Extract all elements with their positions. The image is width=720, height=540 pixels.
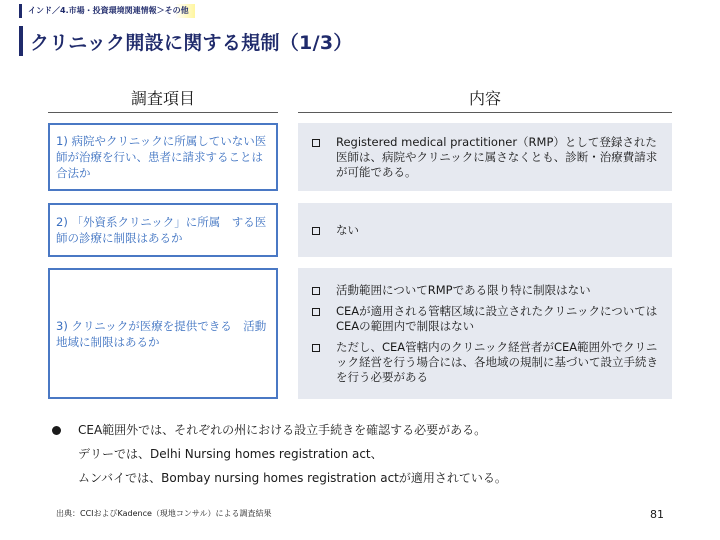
question-text-3: 3) クリニックが医療を提供できる 活動地域に制限はあるか: [56, 318, 267, 349]
square-bullet-icon: [312, 227, 320, 235]
page-title: クリニック開設に関する規制（1/3）: [30, 31, 353, 54]
answer-bullet: [310, 340, 662, 385]
header-divider-right: [298, 112, 672, 113]
question-box-2: [48, 203, 278, 257]
answer-bullet: [310, 135, 662, 180]
answer-box-1: [298, 123, 672, 191]
answer-box-3: [298, 268, 672, 399]
question-box-1: [48, 123, 278, 191]
column-header-content: 内容: [468, 89, 501, 108]
answer-bullet: [310, 223, 662, 238]
answer-text: Registered medical practitioner（RMP）として登録された医師は、病院やクリニックに属さなくとも、診断・治療費請求が可能である。: [336, 134, 658, 179]
note-line-1: CEA範囲外では、それぞれの州における設立手続きを確認する必要がある。: [78, 423, 487, 437]
title-area: [19, 26, 353, 56]
page-number: 81: [650, 508, 664, 521]
square-bullet-icon: [312, 344, 320, 352]
answer-text: CEAが適用される管轄区域に設立されたクリニックについてはCEAの範囲内で制限はない: [336, 303, 658, 333]
question-text-1: 1) 病院やクリニックに所属していない医師が治療を行い、患者に請求することは合法か: [56, 134, 267, 180]
square-bullet-icon: [312, 139, 320, 147]
breadcrumb-accent-bar: [19, 4, 22, 18]
answer-text: ない: [336, 222, 359, 237]
answer-text: 活動範囲についてRMPである限り特に制限はない: [336, 282, 591, 297]
title-accent-bar: [19, 26, 23, 56]
header-divider-left: [48, 112, 278, 113]
note-row: [52, 418, 672, 442]
source-citation: 出典：CCIおよびKadence（現地コンサル）による調査結果: [56, 509, 272, 518]
square-bullet-icon: [312, 287, 320, 295]
round-bullet-icon: [52, 426, 61, 435]
question-box-3: [48, 268, 278, 399]
column-header-items: 調査項目: [130, 89, 195, 108]
note-section: [52, 418, 672, 490]
breadcrumb-area: [19, 4, 195, 18]
square-bullet-icon: [312, 308, 320, 316]
breadcrumb: インド／4.市場・投資環境関連情報＞その他: [28, 4, 195, 18]
answer-box-2: [298, 203, 672, 257]
question-text-2: 2) 「外資系クリニック」に所属 する医師の診療に制限はあるか: [56, 215, 267, 245]
note-line-3: ムンバイでは、Bombay nursing homes registration actが適用されている。: [78, 471, 507, 485]
answer-bullet: [310, 283, 662, 298]
note-line-2: デリーでは、Delhi Nursing homes registration act、: [78, 447, 383, 461]
answer-text: ただし、CEA管轄内のクリニック経営者がCEA範囲外でクリニック経営を行う場合には、各地域の規制に基づいて設立手続きを行う必要がある: [336, 339, 658, 384]
answer-bullet: [310, 304, 662, 334]
